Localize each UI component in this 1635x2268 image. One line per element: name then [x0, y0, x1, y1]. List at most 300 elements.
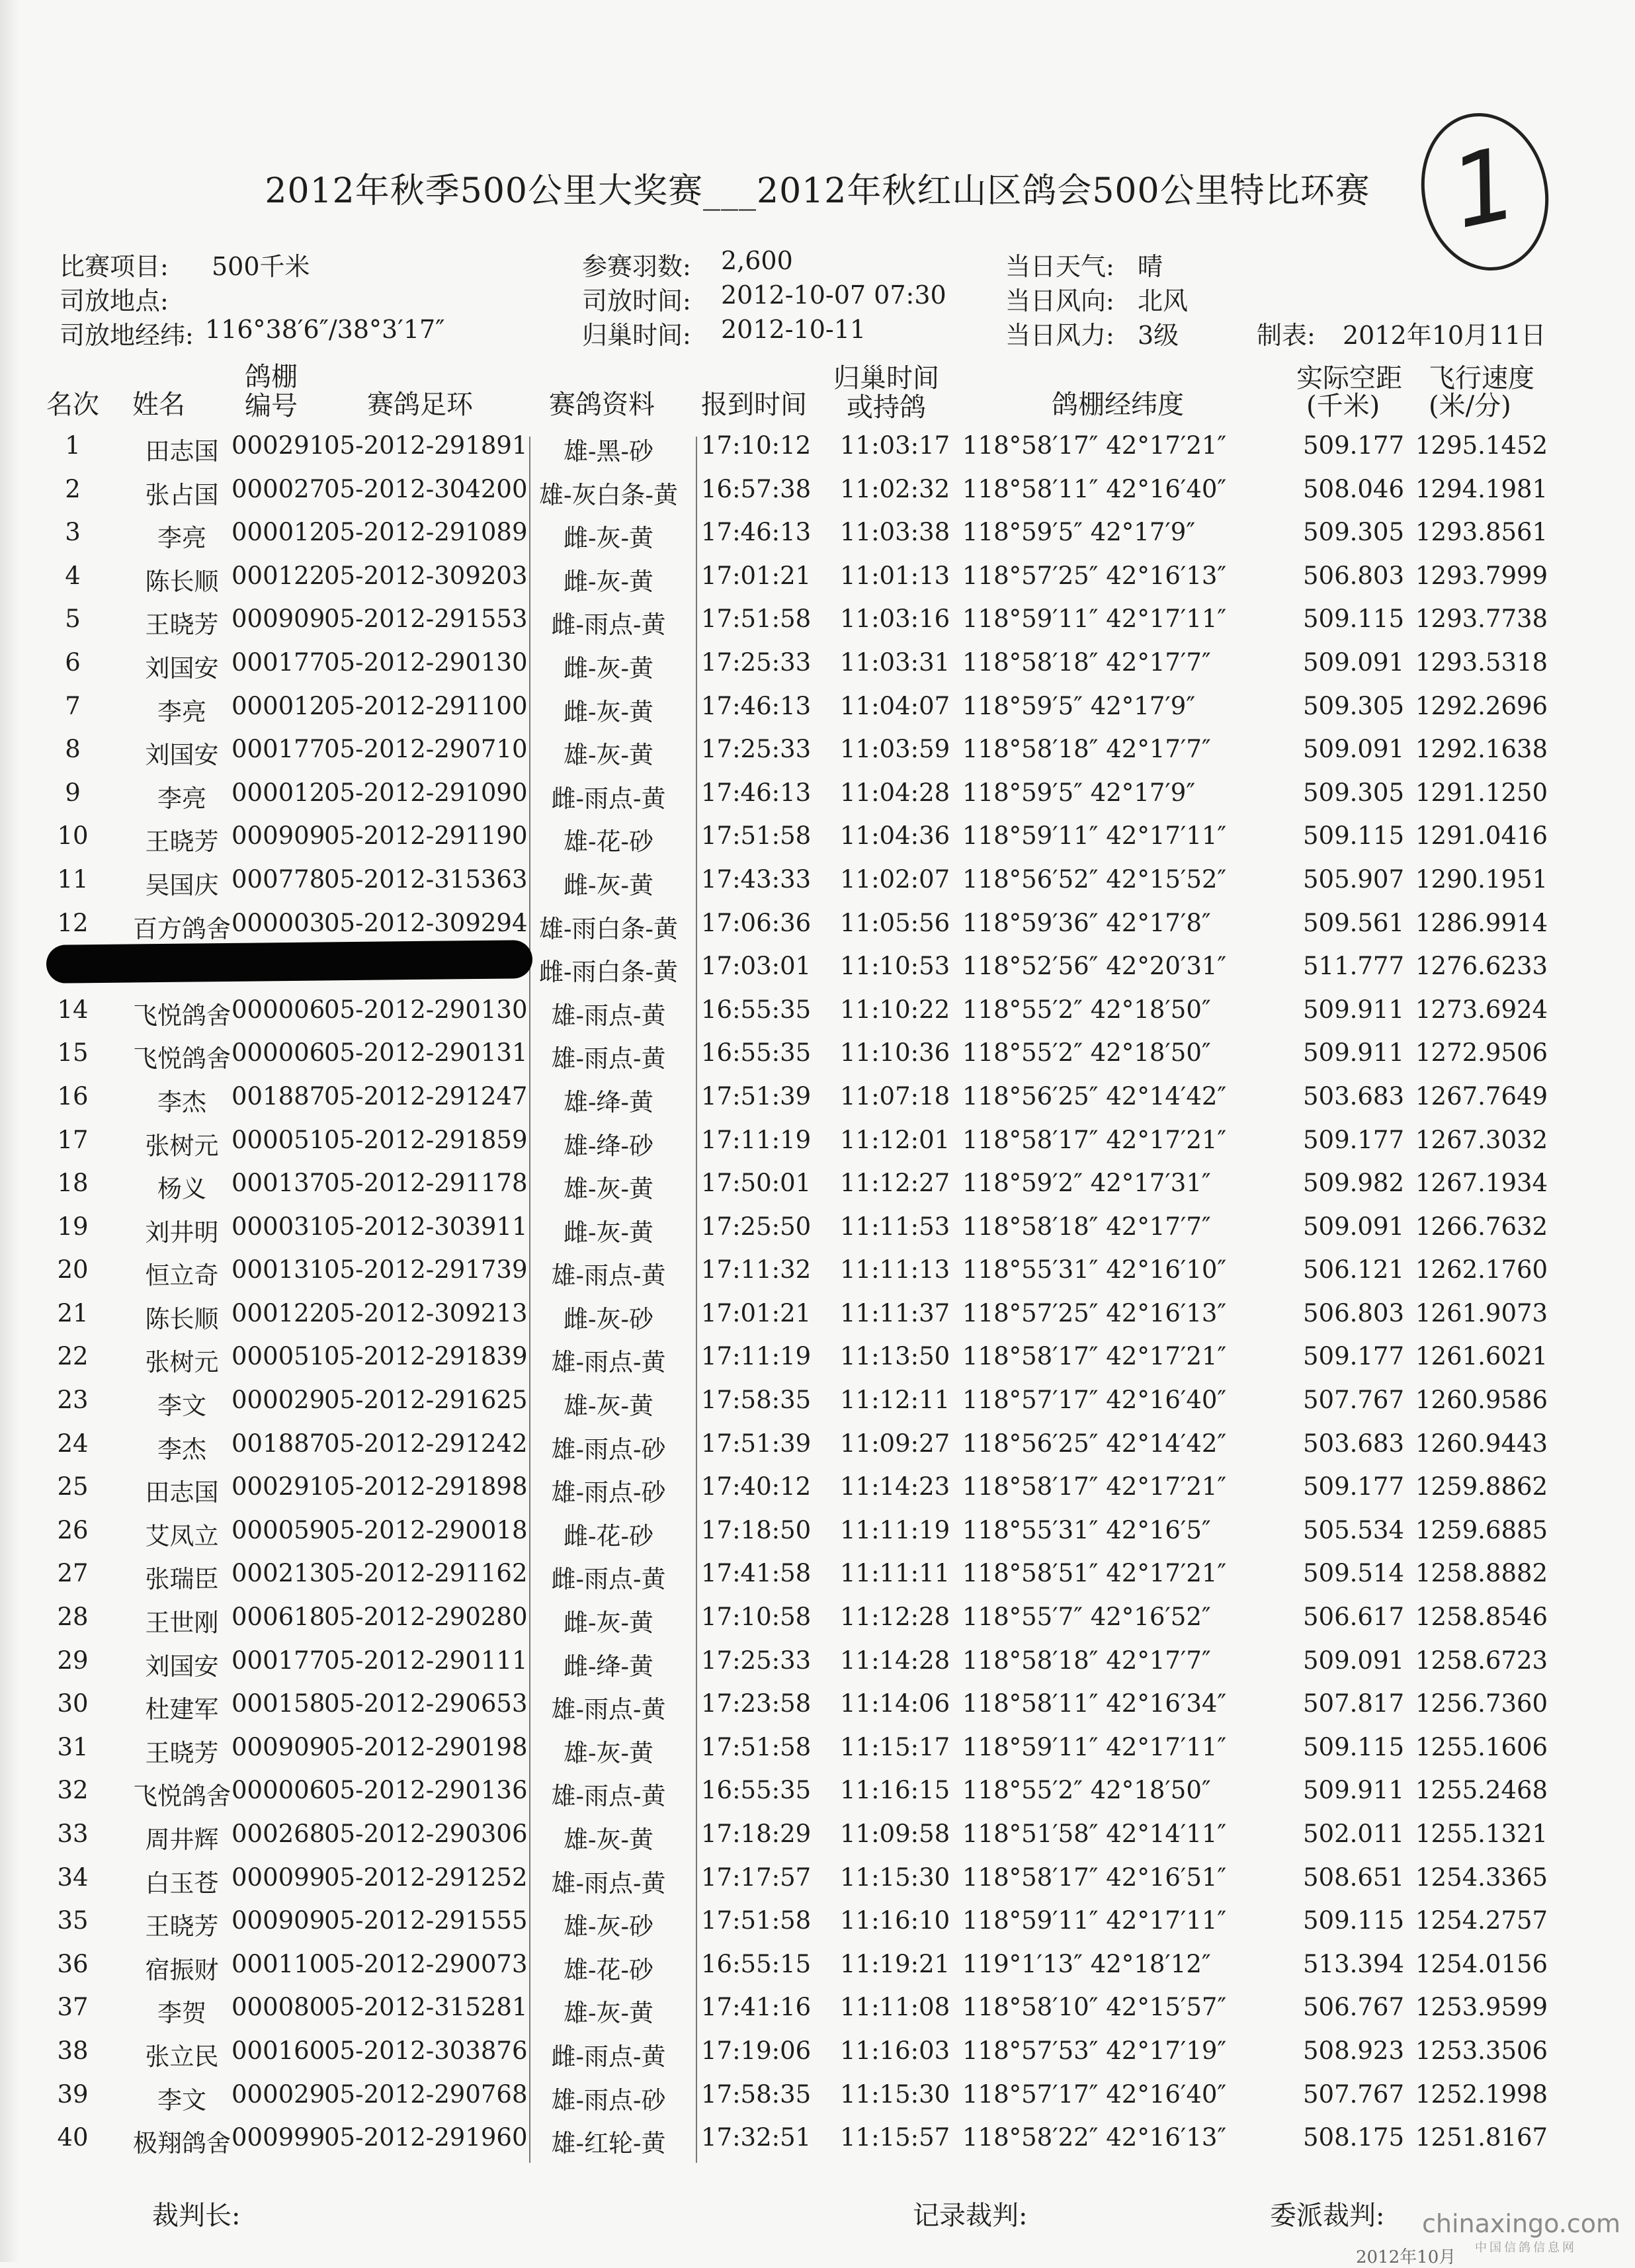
- recorder-label: 记录裁判:: [913, 2201, 1028, 2231]
- cell-distance: 508.175: [1303, 2123, 1405, 2152]
- cell-info: 雄-雨点-砂: [551, 2085, 666, 2115]
- cell-ring: 05-2012-290130: [324, 995, 528, 1024]
- cell-coord: 118°59′11″ 42°17′11″: [962, 1732, 1227, 1761]
- cell-info: 雄-雨点-黄: [551, 1044, 666, 1073]
- cell-ring: 05-2012-304200: [324, 474, 528, 503]
- cell-arrival: 17:23:58: [701, 1689, 812, 1718]
- cell-info: 雄-雨点-黄: [551, 1695, 666, 1724]
- cell-distance: 506.767: [1303, 1993, 1405, 2022]
- cell-distance: 509.091: [1303, 648, 1405, 677]
- cell-ring: 05-2012-291252: [324, 1863, 528, 1892]
- cell-rank: 14: [57, 995, 89, 1024]
- cell-distance: 508.046: [1303, 474, 1405, 503]
- cell-name: 飞悦鸽舍: [133, 1044, 231, 1073]
- cell-coord: 118°55′2″ 42°18′50″: [962, 1776, 1211, 1805]
- cell-loft: 000131: [231, 1255, 325, 1284]
- weather-value: 晴: [1138, 252, 1163, 281]
- cell-speed: 1286.9914: [1415, 908, 1548, 937]
- cell-loft: 000909: [231, 1906, 325, 1935]
- wind-dir-label: 当日风向:: [1005, 286, 1114, 315]
- cell-loft: 001887: [231, 1081, 325, 1111]
- cell-distance: 509.305: [1303, 691, 1405, 720]
- cell-info: 雌-灰-黄: [563, 1609, 653, 1638]
- cell-name: 艾凤立: [145, 1521, 219, 1550]
- cell-ring: 05-2012-309294: [324, 908, 528, 937]
- header-info: 赛鸽资料: [549, 390, 655, 420]
- cell-info: 雄-灰-黄: [563, 1826, 653, 1854]
- header-return-top: 归巢时间: [833, 363, 939, 394]
- cell-return: 11:03:17: [840, 431, 950, 460]
- cell-loft: 000177: [231, 1646, 325, 1675]
- cell-ring: 05-2012-291739: [324, 1255, 528, 1284]
- cell-loft: 000122: [231, 561, 325, 590]
- cell-speed: 1267.1934: [1415, 1169, 1548, 1198]
- results-table: [0, 425, 1635, 2160]
- cell-coord: 118°55′31″ 42°16′5″: [962, 1515, 1211, 1544]
- cell-ring: 05-2012-309213: [324, 1298, 528, 1327]
- cell-loft: 000027: [231, 474, 325, 503]
- cell-rank: 36: [57, 1949, 89, 1978]
- cell-ring: 05-2012-290306: [324, 1820, 528, 1848]
- cell-distance: 509.115: [1303, 821, 1405, 851]
- cell-arrival: 16:55:15: [701, 1949, 812, 1978]
- cell-info: 雌-灰-黄: [563, 524, 653, 553]
- wind-force-value: 3级: [1138, 321, 1179, 350]
- header-distance-bottom: (千米): [1306, 391, 1380, 421]
- table-row: [0, 815, 1635, 859]
- table-row: [0, 1119, 1635, 1163]
- cell-distance: 509.305: [1303, 518, 1405, 547]
- cell-rank: 18: [57, 1169, 89, 1198]
- cell-name: 王晓芳: [145, 610, 219, 640]
- cell-speed: 1256.7360: [1415, 1689, 1548, 1718]
- cell-name: 李杰: [157, 1087, 206, 1116]
- cell-coord: 118°58′22″ 42°16′13″: [962, 2123, 1227, 2152]
- release-place-label: 司放地点:: [60, 286, 169, 315]
- cell-loft: 000051: [231, 1125, 325, 1154]
- cell-info: 雄-红轮-黄: [551, 2129, 666, 2158]
- cell-distance: 509.177: [1303, 1125, 1405, 1154]
- cell-speed: 1261.9073: [1415, 1298, 1548, 1327]
- cell-return: 11:11:13: [840, 1255, 950, 1284]
- cell-distance: 509.514: [1303, 1559, 1405, 1588]
- cell-speed: 1253.9599: [1415, 1993, 1548, 2022]
- wind-dir-value: 北风: [1138, 286, 1189, 315]
- cell-info: 雌-雨点-黄: [551, 1565, 666, 1594]
- cell-name: 张占国: [145, 480, 219, 509]
- redaction-bar: [46, 940, 533, 984]
- cell-coord: 118°57′25″ 42°16′13″: [962, 561, 1227, 590]
- cell-ring: 05-2012-291625: [324, 1386, 528, 1415]
- cell-name: 张树元: [145, 1131, 219, 1160]
- cell-loft: 000137: [231, 1169, 325, 1198]
- cell-name: 恒立奇: [145, 1261, 219, 1290]
- event-value: 500千米: [212, 252, 310, 281]
- cell-name: 李文: [157, 2085, 206, 2115]
- prepared-label: 制表:: [1257, 321, 1316, 350]
- cell-coord: 118°58′11″ 42°16′40″: [962, 474, 1227, 503]
- site-watermark-subtitle: 中国信鸽信息网: [1475, 2241, 1577, 2255]
- cell-distance: 509.115: [1303, 605, 1405, 634]
- table-row: [0, 1249, 1635, 1292]
- cell-distance: 509.911: [1303, 1776, 1405, 1805]
- cell-ring: 05-2012-291178: [324, 1169, 528, 1198]
- cell-speed: 1267.7649: [1415, 1081, 1548, 1111]
- cell-coord: 118°58′18″ 42°17′7″: [962, 1212, 1211, 1241]
- cell-distance: 503.683: [1303, 1081, 1405, 1111]
- cell-return: 11:14:28: [840, 1646, 950, 1675]
- cell-distance: 506.617: [1303, 1603, 1405, 1632]
- cell-speed: 1260.9586: [1415, 1386, 1548, 1415]
- table-row: [0, 1726, 1635, 1770]
- cell-rank: 29: [57, 1646, 89, 1675]
- cell-coord: 118°59′5″ 42°17′9″: [962, 691, 1196, 720]
- cell-arrival: 17:10:12: [701, 431, 812, 460]
- cell-rank: 27: [57, 1559, 89, 1588]
- table-row: [0, 1596, 1635, 1640]
- cell-ring: 05-2012-291100: [324, 691, 528, 720]
- cell-coord: 118°58′17″ 42°16′51″: [962, 1863, 1227, 1892]
- cell-return: 11:01:13: [840, 561, 950, 590]
- cell-arrival: 17:40:12: [701, 1472, 812, 1501]
- cell-arrival: 17:10:58: [701, 1603, 812, 1632]
- cell-name: 百方鸽舍: [133, 914, 231, 943]
- cell-distance: 509.091: [1303, 1646, 1405, 1675]
- cell-rank: 7: [65, 691, 81, 720]
- cell-ring: 05-2012-290073: [324, 1949, 528, 1978]
- cell-name: 吴国庆: [145, 870, 219, 900]
- cell-arrival: 17:01:21: [701, 1298, 812, 1327]
- cell-return: 11:04:28: [840, 778, 950, 807]
- cell-ring: 05-2012-315281: [324, 1993, 528, 2022]
- cell-return: 11:11:19: [840, 1515, 950, 1544]
- cell-speed: 1293.7738: [1415, 605, 1548, 634]
- cell-info: 雄-灰-黄: [563, 1175, 653, 1204]
- cell-rank: 37: [57, 1993, 89, 2022]
- cell-distance: 508.923: [1303, 2036, 1405, 2065]
- cell-speed: 1255.2468: [1415, 1776, 1548, 1805]
- cell-rank: 12: [57, 908, 89, 937]
- cell-distance: 509.982: [1303, 1169, 1405, 1198]
- cell-arrival: 17:06:36: [701, 908, 812, 937]
- cell-coord: 118°58′18″ 42°17′7″: [962, 1646, 1211, 1675]
- cell-distance: 513.394: [1303, 1949, 1405, 1978]
- cell-ring: 05-2012-291090: [324, 778, 528, 807]
- cell-speed: 1266.7632: [1415, 1212, 1548, 1241]
- cell-speed: 1261.6021: [1415, 1342, 1548, 1371]
- cell-rank: 32: [57, 1776, 89, 1805]
- cell-info: 雄-雨点-黄: [551, 1869, 666, 1898]
- cell-speed: 1255.1606: [1415, 1732, 1548, 1761]
- cell-loft: 000003: [231, 908, 325, 937]
- cell-info: 雌-雨点-黄: [551, 610, 666, 640]
- cell-arrival: 17:58:35: [701, 2079, 812, 2109]
- cell-name: 王晓芳: [145, 827, 219, 857]
- cell-return: 11:03:31: [840, 648, 950, 677]
- cell-speed: 1291.0416: [1415, 821, 1548, 851]
- cell-distance: 506.121: [1303, 1255, 1405, 1284]
- event-label: 比赛项目:: [60, 252, 169, 281]
- cell-ring: 05-2012-309203: [324, 561, 528, 590]
- cell-loft: 000268: [231, 1820, 325, 1848]
- cell-speed: 1293.5318: [1415, 648, 1548, 677]
- cell-name: 刘井明: [145, 1218, 219, 1247]
- cell-loft: 000213: [231, 1559, 325, 1588]
- cell-rank: 30: [57, 1689, 89, 1718]
- cell-coord: 118°52′56″ 42°20′31″: [962, 952, 1227, 981]
- cell-speed: 1259.6885: [1415, 1515, 1548, 1544]
- cell-ring: 05-2012-291891: [324, 431, 528, 460]
- cell-distance: 505.907: [1303, 864, 1405, 894]
- cell-name: 王晓芳: [145, 1738, 219, 1767]
- cell-coord: 118°58′11″ 42°16′34″: [962, 1689, 1227, 1718]
- cell-rank: 31: [57, 1732, 89, 1761]
- cell-arrival: 17:43:33: [701, 864, 812, 894]
- cell-speed: 1254.2757: [1415, 1906, 1548, 1935]
- cell-arrival: 17:03:01: [701, 952, 812, 981]
- cell-speed: 1259.8862: [1415, 1472, 1548, 1501]
- dispatched-referee-label: 委派裁判:: [1270, 2201, 1385, 2231]
- cell-coord: 118°58′17″ 42°17′21″: [962, 431, 1227, 460]
- cell-info: 雌-灰-黄: [563, 697, 653, 726]
- cell-rank: 38: [57, 2036, 89, 2065]
- cell-name: 刘国安: [145, 1652, 219, 1681]
- cell-distance: 509.177: [1303, 1342, 1405, 1371]
- cell-info: 雌-绛-黄: [563, 1652, 653, 1681]
- cell-info: 雄-雨点-黄: [551, 1782, 666, 1811]
- table-row: [0, 1466, 1635, 1509]
- cell-name: 宿振财: [145, 1955, 219, 1984]
- cell-ring: 05-2012-291553: [324, 605, 528, 634]
- cell-return: 11:10:53: [840, 952, 950, 981]
- cell-info: 雌-花-砂: [563, 1521, 653, 1550]
- cell-speed: 1258.8882: [1415, 1559, 1548, 1588]
- cell-loft: 000059: [231, 1515, 325, 1544]
- cell-info: 雄-雨点-砂: [551, 1478, 666, 1507]
- cell-rank: 6: [65, 648, 81, 677]
- cell-rank: 39: [57, 2079, 89, 2109]
- cell-ring: 05-2012-291162: [324, 1559, 528, 1588]
- cell-return: 11:02:32: [840, 474, 950, 503]
- cell-ring: 05-2012-291859: [324, 1125, 528, 1154]
- cell-name: 刘国安: [145, 741, 219, 770]
- cell-rank: 2: [65, 474, 81, 503]
- cell-speed: 1260.9443: [1415, 1429, 1548, 1458]
- cell-return: 11:05:56: [840, 908, 950, 937]
- cell-name: 田志国: [145, 437, 219, 466]
- cell-ring: 05-2012-290130: [324, 648, 528, 677]
- cell-name: 张瑞臣: [145, 1565, 219, 1594]
- cell-return: 11:09:27: [840, 1429, 950, 1458]
- cell-rank: 3: [65, 518, 81, 547]
- cell-name: 李杰: [157, 1435, 206, 1464]
- table-row: [0, 1900, 1635, 1943]
- cell-arrival: 17:41:58: [701, 1559, 812, 1588]
- cell-name: 张树元: [145, 1348, 219, 1377]
- cell-ring: 05-2012-290136: [324, 1776, 528, 1805]
- table-row: [0, 2117, 1635, 2160]
- cell-ring: 05-2012-291960: [324, 2123, 528, 2152]
- cell-info: 雄-灰-黄: [563, 1392, 653, 1421]
- cell-coord: 118°58′51″ 42°17′21″: [962, 1559, 1227, 1588]
- table-row: [0, 1769, 1635, 1813]
- table-row: [0, 1857, 1635, 1900]
- header-loft-bottom: 编号: [245, 391, 298, 421]
- cell-speed: 1254.0156: [1415, 1949, 1548, 1978]
- cell-ring: 05-2012-290111: [324, 1646, 528, 1675]
- weather-label: 当日天气:: [1005, 252, 1114, 281]
- cell-loft: 000291: [231, 1472, 325, 1501]
- cell-arrival: 17:51:39: [701, 1081, 812, 1111]
- cell-return: 11:04:36: [840, 821, 950, 851]
- table-row: [0, 902, 1635, 946]
- cell-info: 雌-灰-黄: [563, 567, 653, 596]
- cell-name: 李亮: [157, 697, 206, 726]
- table-row: [0, 1552, 1635, 1596]
- cell-ring: 05-2012-290280: [324, 1603, 528, 1632]
- table-row: [0, 1075, 1635, 1119]
- table-row: [0, 1943, 1635, 1987]
- cell-name: 陈长顺: [145, 1304, 219, 1333]
- header-loft-top: 鸽棚: [245, 362, 298, 392]
- cell-coord: 118°59′11″ 42°17′11″: [962, 821, 1227, 851]
- prepared-value: 2012年10月11日: [1343, 321, 1546, 350]
- table-row: [0, 1813, 1635, 1857]
- cell-loft: 000177: [231, 648, 325, 677]
- cell-coord: 118°59′36″ 42°17′8″: [962, 908, 1211, 937]
- header-rank: 名次: [46, 390, 99, 420]
- cell-arrival: 16:57:38: [701, 474, 812, 503]
- cell-return: 11:11:53: [840, 1212, 950, 1241]
- cell-rank: 40: [57, 2123, 89, 2152]
- date-footnote: 2012年10月: [1356, 2247, 1456, 2267]
- release-time-label: 司放时间:: [582, 286, 691, 315]
- cell-speed: 1272.9506: [1415, 1038, 1548, 1068]
- table-row: [0, 772, 1635, 816]
- cell-arrival: 17:11:32: [701, 1255, 812, 1284]
- cell-arrival: 17:25:33: [701, 648, 812, 677]
- cell-coord: 118°59′5″ 42°17′9″: [962, 778, 1196, 807]
- cell-distance: 507.767: [1303, 1386, 1405, 1415]
- cell-coord: 118°57′53″ 42°17′19″: [962, 2036, 1227, 2065]
- cell-speed: 1254.3365: [1415, 1863, 1548, 1892]
- cell-distance: 511.777: [1303, 952, 1405, 981]
- cell-loft: 000012: [231, 518, 325, 547]
- cell-coord: 118°59′11″ 42°17′11″: [962, 605, 1227, 634]
- table-row: [0, 1335, 1635, 1379]
- cell-speed: 1253.3506: [1415, 2036, 1548, 2065]
- table-row: [0, 1032, 1635, 1075]
- cell-info: 雄-灰-黄: [563, 741, 653, 770]
- cell-name: 周井辉: [145, 1826, 219, 1854]
- table-row: [0, 511, 1635, 555]
- header-ring: 赛鸽足环: [367, 390, 473, 420]
- cell-info: 雄-绛-黄: [563, 1087, 653, 1116]
- cell-return: 11:16:10: [840, 1906, 950, 1935]
- table-row: [0, 1423, 1635, 1466]
- cell-speed: 1252.1998: [1415, 2079, 1548, 2109]
- cell-rank: 16: [57, 1081, 89, 1111]
- cell-return: 11:09:58: [840, 1820, 950, 1848]
- cell-distance: 509.091: [1303, 1212, 1405, 1241]
- cell-info: 雄-雨点-黄: [551, 1001, 666, 1030]
- cell-return: 11:07:18: [840, 1081, 950, 1111]
- cell-info: 雄-雨白条-黄: [538, 914, 678, 943]
- cell-distance: 508.651: [1303, 1863, 1405, 1892]
- cell-name: 极翔鸽舍: [133, 2129, 231, 2158]
- cell-loft: 000006: [231, 995, 325, 1024]
- cell-info: 雄-绛-砂: [563, 1131, 653, 1160]
- cell-return: 11:15:30: [840, 1863, 950, 1892]
- cell-loft: 000031: [231, 1212, 325, 1241]
- release-coord-label: 司放地经纬:: [60, 321, 194, 350]
- cell-coord: 118°59′2″ 42°17′31″: [962, 1169, 1211, 1198]
- cell-info: 雄-灰-黄: [563, 1999, 653, 2028]
- cell-arrival: 17:25:33: [701, 735, 812, 764]
- cell-return: 11:11:11: [840, 1559, 950, 1588]
- cell-arrival: 16:55:35: [701, 995, 812, 1024]
- table-row: [0, 2074, 1635, 2117]
- cell-speed: 1251.8167: [1415, 2123, 1548, 2152]
- cell-name: 李亮: [157, 524, 206, 553]
- cell-speed: 1262.1760: [1415, 1255, 1548, 1284]
- cell-return: 11:11:37: [840, 1298, 950, 1327]
- cell-info: 雄-雨点-砂: [551, 1435, 666, 1464]
- cell-return: 11:12:01: [840, 1125, 950, 1154]
- header-distance-top: 实际空距: [1296, 363, 1402, 394]
- cell-loft: 000006: [231, 1038, 325, 1068]
- cell-arrival: 17:18:29: [701, 1820, 812, 1848]
- cell-info: 雄-灰-砂: [563, 1912, 653, 1941]
- cell-loft: 000909: [231, 605, 325, 634]
- cell-speed: 1276.6233: [1415, 952, 1548, 981]
- cell-rank: 11: [57, 864, 89, 894]
- cell-loft: 000778: [231, 864, 325, 894]
- entries-value: 2,600: [721, 246, 793, 275]
- return-time-label: 归巢时间:: [582, 321, 691, 350]
- cell-ring: 05-2012-291555: [324, 1906, 528, 1935]
- cell-speed: 1258.8546: [1415, 1603, 1548, 1632]
- cell-loft: 000618: [231, 1603, 325, 1632]
- cell-info: 雌-灰-黄: [563, 870, 653, 900]
- cell-speed: 1258.6723: [1415, 1646, 1548, 1675]
- cell-loft: 000006: [231, 1776, 325, 1805]
- cell-rank: 4: [65, 561, 81, 590]
- cell-ring: 05-2012-290131: [324, 1038, 528, 1068]
- cell-ring: 05-2012-291247: [324, 1081, 528, 1111]
- cell-ring: 05-2012-290710: [324, 735, 528, 764]
- page-number-circle: 1: [1407, 101, 1563, 282]
- cell-arrival: 16:55:35: [701, 1776, 812, 1805]
- cell-ring: 05-2012-290768: [324, 2079, 528, 2109]
- cell-ring: 05-2012-291898: [324, 1472, 528, 1501]
- cell-rank: 5: [65, 605, 81, 634]
- cell-coord: 118°57′17″ 42°16′40″: [962, 1386, 1227, 1415]
- cell-loft: 000029: [231, 1386, 325, 1415]
- cell-return: 11:15:17: [840, 1732, 950, 1761]
- cell-arrival: 17:25:50: [701, 1212, 812, 1241]
- cell-distance: 509.911: [1303, 1038, 1405, 1068]
- cell-arrival: 17:11:19: [701, 1125, 812, 1154]
- cell-speed: 1293.8561: [1415, 518, 1548, 547]
- cell-distance: 509.561: [1303, 908, 1405, 937]
- cell-rank: 33: [57, 1820, 89, 1848]
- cell-return: 11:19:21: [840, 1949, 950, 1978]
- cell-arrival: 17:19:06: [701, 2036, 812, 2065]
- cell-return: 11:12:11: [840, 1386, 950, 1415]
- table-row: [0, 989, 1635, 1032]
- cell-return: 11:03:59: [840, 735, 950, 764]
